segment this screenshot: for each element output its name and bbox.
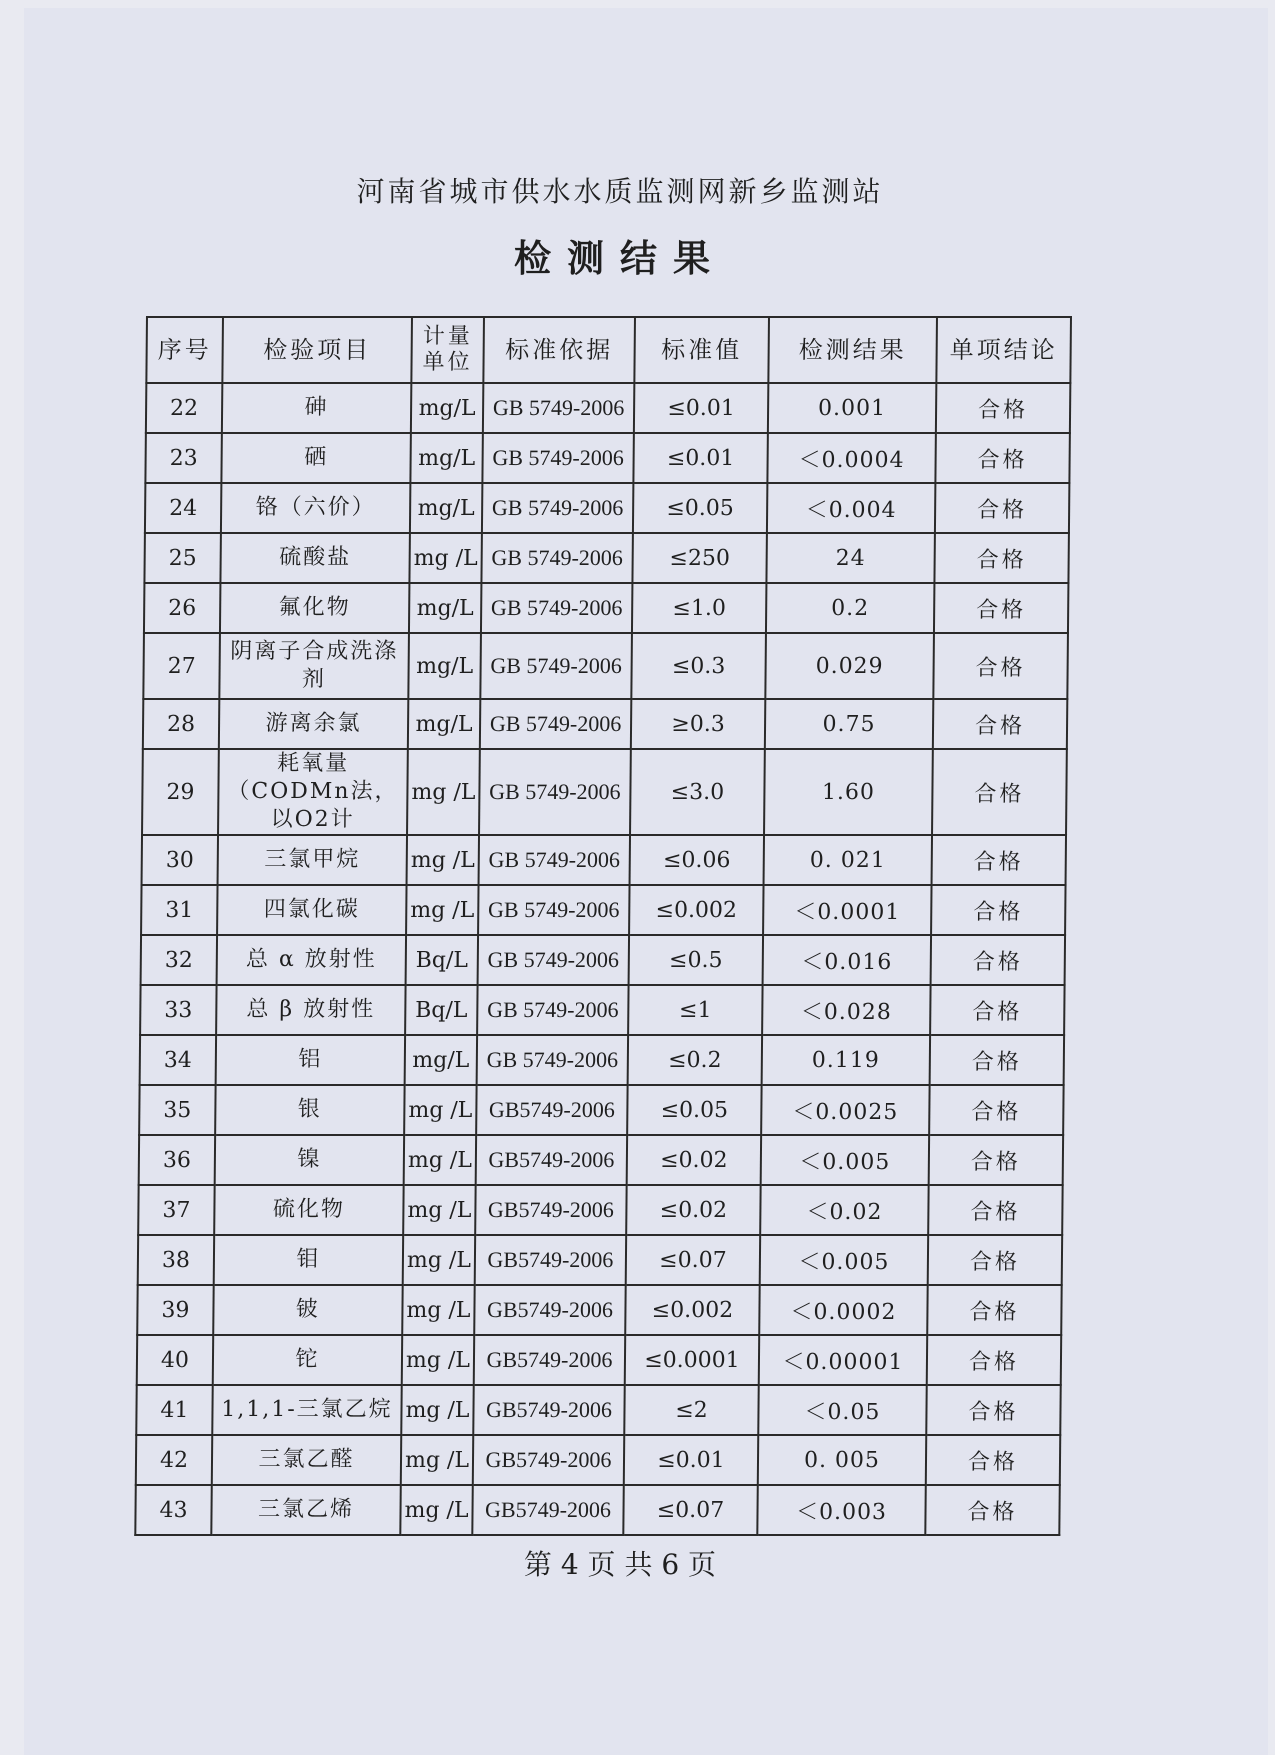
cell-basis: GB 5749-2006 xyxy=(478,935,629,985)
table-row xyxy=(143,699,1067,749)
cell-basis: GB5749-2006 xyxy=(475,1185,626,1235)
cell-no: 40 xyxy=(137,1335,213,1385)
cell-no: 28 xyxy=(143,699,219,749)
cell-basis: GB5749-2006 xyxy=(476,1135,627,1185)
cell-standard: ≤0.002 xyxy=(625,1285,759,1335)
table-row xyxy=(136,1385,1060,1435)
cell-standard: ≥0.3 xyxy=(631,699,765,749)
cell-unit: mg /L xyxy=(402,1335,474,1385)
cell-result: ＜0.02 xyxy=(760,1185,928,1235)
table-row xyxy=(137,1335,1061,1385)
table-row xyxy=(138,1235,1062,1285)
cell-unit: mg /L xyxy=(407,749,480,835)
cell-conclusion: 合格 xyxy=(935,433,1069,483)
cell-standard: ≤0.01 xyxy=(624,1435,758,1485)
cell-conclusion: 合格 xyxy=(926,1435,1060,1485)
cell-conclusion: 合格 xyxy=(933,699,1067,749)
cell-standard: ≤1.0 xyxy=(632,583,766,633)
column-header-item: 检验项目 xyxy=(222,317,412,383)
cell-conclusion: 合格 xyxy=(932,835,1066,885)
cell-unit: mg/L xyxy=(409,583,481,633)
column-header-conclusion: 单项结论 xyxy=(936,317,1071,383)
table-row xyxy=(137,1285,1061,1335)
table-row xyxy=(138,1185,1062,1235)
cell-standard: ≤0.5 xyxy=(629,935,763,985)
cell-item: 三氯乙烯 xyxy=(211,1485,400,1535)
cell-no: 41 xyxy=(136,1385,212,1435)
cell-conclusion: 合格 xyxy=(936,383,1070,433)
cell-item: 铊 xyxy=(213,1335,402,1385)
cell-unit: mg /L xyxy=(407,835,479,885)
cell-no: 22 xyxy=(146,383,222,433)
cell-unit: mg/L xyxy=(405,1035,477,1085)
cell-standard: ≤1 xyxy=(628,985,762,1035)
cell-standard: ≤0.02 xyxy=(627,1135,761,1185)
table-row xyxy=(144,583,1068,633)
cell-no: 23 xyxy=(145,433,221,483)
cell-basis: GB 5749-2006 xyxy=(479,835,630,885)
cell-basis: GB5749-2006 xyxy=(476,1085,627,1135)
cell-result: ＜0.028 xyxy=(762,985,930,1035)
cell-unit: Bq/L xyxy=(406,935,478,985)
cell-item: 阴离子合成洗涤剂 xyxy=(219,633,409,699)
cell-no: 30 xyxy=(142,835,218,885)
cell-conclusion: 合格 xyxy=(932,749,1067,835)
cell-item: 硒 xyxy=(221,433,410,483)
cell-item: 钼 xyxy=(214,1235,403,1285)
cell-basis: GB 5749-2006 xyxy=(480,699,631,749)
cell-item: 镍 xyxy=(215,1135,404,1185)
cell-standard: ≤250 xyxy=(632,533,766,583)
cell-conclusion: 合格 xyxy=(925,1485,1059,1535)
cell-unit: mg/L xyxy=(408,633,481,699)
table-row xyxy=(143,633,1068,699)
cell-basis: GB 5749-2006 xyxy=(482,433,633,483)
cell-result: ＜0.003 xyxy=(757,1485,925,1535)
cell-unit: mg /L xyxy=(402,1285,474,1335)
cell-unit: Bq/L xyxy=(405,985,477,1035)
cell-conclusion: 合格 xyxy=(928,1235,1062,1285)
cell-no: 26 xyxy=(144,583,220,633)
cell-item: 总 α 放射性 xyxy=(217,935,406,985)
cell-result: ＜0.004 xyxy=(767,483,935,533)
cell-item: 1,1,1-三氯乙烷 xyxy=(212,1385,401,1435)
cell-item: 氟化物 xyxy=(220,583,409,633)
cell-result: ＜0.00001 xyxy=(759,1335,927,1385)
cell-unit: mg /L xyxy=(403,1185,475,1235)
cell-conclusion: 合格 xyxy=(929,1085,1063,1135)
cell-no: 36 xyxy=(139,1135,215,1185)
cell-conclusion: 合格 xyxy=(929,1135,1063,1185)
cell-result: 0.2 xyxy=(766,583,934,633)
cell-item: 铬（六价） xyxy=(221,483,410,533)
cell-conclusion: 合格 xyxy=(926,1385,1060,1435)
cell-result: 0.001 xyxy=(768,383,936,433)
cell-no: 34 xyxy=(140,1035,216,1085)
cell-result: 0. 021 xyxy=(764,835,932,885)
cell-standard: ≤2 xyxy=(624,1385,758,1435)
cell-basis: GB5749-2006 xyxy=(474,1335,625,1385)
cell-standard: ≤0.2 xyxy=(628,1035,762,1085)
column-header-basis: 标准依据 xyxy=(483,317,635,383)
cell-result: ＜0.05 xyxy=(758,1385,926,1435)
page-number: 第 4 页 共 6 页 xyxy=(523,1548,717,1581)
table-row xyxy=(140,1035,1064,1085)
cell-result: 24 xyxy=(766,533,934,583)
cell-no: 29 xyxy=(142,749,219,835)
table-row xyxy=(145,483,1069,533)
cell-conclusion: 合格 xyxy=(927,1285,1061,1335)
cell-conclusion: 合格 xyxy=(934,583,1068,633)
cell-standard: ≤0.05 xyxy=(633,483,767,533)
cell-no: 25 xyxy=(144,533,220,583)
cell-item: 游离余氯 xyxy=(219,699,408,749)
cell-item: 硫酸盐 xyxy=(220,533,409,583)
cell-basis: GB 5749-2006 xyxy=(481,583,632,633)
cell-unit: mg /L xyxy=(404,1135,476,1185)
cell-no: 42 xyxy=(136,1435,212,1485)
cell-basis: GB 5749-2006 xyxy=(479,749,631,835)
cell-item: 耗氧量（CODMn法，以O2计 xyxy=(218,749,408,835)
cell-item: 硫化物 xyxy=(214,1185,403,1235)
cell-basis: GB 5749-2006 xyxy=(477,985,628,1035)
cell-result: ＜0.0025 xyxy=(761,1085,929,1135)
column-header-unit: 计量单位 xyxy=(411,317,484,383)
cell-standard: ≤0.01 xyxy=(634,383,768,433)
cell-item: 铝 xyxy=(216,1035,405,1085)
cell-item: 银 xyxy=(215,1085,404,1135)
cell-unit: mg /L xyxy=(404,1085,476,1135)
cell-item: 总 β 放射性 xyxy=(216,985,405,1035)
cell-standard: ≤0.07 xyxy=(626,1235,760,1285)
column-header-result: 检测结果 xyxy=(768,317,937,383)
cell-conclusion: 合格 xyxy=(931,885,1065,935)
cell-conclusion: 合格 xyxy=(928,1185,1062,1235)
cell-standard: ≤0.05 xyxy=(627,1085,761,1135)
cell-unit: mg/L xyxy=(410,433,482,483)
cell-no: 35 xyxy=(139,1085,215,1135)
results-table xyxy=(134,316,1072,1536)
cell-basis: GB 5749-2006 xyxy=(483,383,634,433)
cell-conclusion: 合格 xyxy=(930,1035,1064,1085)
cell-unit: mg /L xyxy=(406,885,478,935)
cell-basis: GB 5749-2006 xyxy=(478,885,629,935)
cell-standard: ≤3.0 xyxy=(630,749,765,835)
cell-item: 四氯化碳 xyxy=(217,885,406,935)
cell-result: 0.119 xyxy=(762,1035,930,1085)
table-row xyxy=(139,1135,1063,1185)
cell-no: 43 xyxy=(135,1485,211,1535)
table-row xyxy=(144,533,1068,583)
cell-no: 32 xyxy=(141,935,217,985)
cell-conclusion: 合格 xyxy=(931,935,1065,985)
table-row xyxy=(136,1435,1060,1485)
cell-conclusion: 合格 xyxy=(933,633,1068,699)
cell-standard: ≤0.01 xyxy=(633,433,767,483)
cell-result: ＜0.005 xyxy=(760,1235,928,1285)
cell-standard: ≤0.002 xyxy=(629,885,763,935)
cell-conclusion: 合格 xyxy=(927,1335,1061,1385)
cell-unit: mg/L xyxy=(410,483,482,533)
cell-unit: mg/L xyxy=(411,383,483,433)
table-row xyxy=(141,885,1065,935)
table-row xyxy=(140,985,1064,1035)
document-title: 检测结果 xyxy=(514,237,726,280)
cell-no: 39 xyxy=(137,1285,213,1335)
cell-basis: GB 5749-2006 xyxy=(480,633,632,699)
cell-item: 砷 xyxy=(222,383,411,433)
organization-name: 河南省城市供水水质监测网新乡监测站 xyxy=(356,175,884,208)
cell-conclusion: 合格 xyxy=(934,533,1068,583)
column-header-standard: 标准值 xyxy=(634,317,769,383)
cell-basis: GB 5749-2006 xyxy=(477,1035,628,1085)
cell-item: 三氯乙醛 xyxy=(212,1435,401,1485)
cell-result: ＜0.0001 xyxy=(763,885,931,935)
table-row xyxy=(142,749,1067,835)
table-row xyxy=(145,433,1069,483)
cell-item: 三氯甲烷 xyxy=(218,835,407,885)
cell-basis: GB5749-2006 xyxy=(474,1285,625,1335)
table-row xyxy=(135,1485,1059,1535)
cell-standard: ≤0.02 xyxy=(626,1185,760,1235)
cell-standard: ≤0.3 xyxy=(631,633,766,699)
cell-unit: mg /L xyxy=(401,1435,473,1485)
cell-no: 33 xyxy=(140,985,216,1035)
cell-result: 0. 005 xyxy=(758,1435,926,1485)
cell-result: ＜0.0004 xyxy=(767,433,935,483)
cell-standard: ≤0.0001 xyxy=(625,1335,759,1385)
cell-basis: GB5749-2006 xyxy=(473,1385,624,1435)
cell-no: 31 xyxy=(141,885,217,935)
cell-result: ＜0.016 xyxy=(763,935,931,985)
cell-result: ＜0.005 xyxy=(761,1135,929,1185)
cell-basis: GB5749-2006 xyxy=(473,1435,624,1485)
cell-conclusion: 合格 xyxy=(935,483,1069,533)
cell-basis: GB 5749-2006 xyxy=(481,533,632,583)
cell-unit: mg /L xyxy=(401,1385,473,1435)
cell-standard: ≤0.07 xyxy=(623,1485,757,1535)
table-row xyxy=(139,1085,1063,1135)
table-row xyxy=(146,383,1070,433)
cell-result: 1.60 xyxy=(764,749,933,835)
cell-no: 37 xyxy=(138,1185,214,1235)
cell-unit: mg /L xyxy=(403,1235,475,1285)
cell-standard: ≤0.06 xyxy=(630,835,764,885)
cell-result: 0.75 xyxy=(765,699,933,749)
cell-result: 0.029 xyxy=(765,633,934,699)
table-row xyxy=(141,935,1065,985)
table-row xyxy=(142,835,1066,885)
cell-basis: GB5749-2006 xyxy=(472,1485,623,1535)
column-header-no: 序号 xyxy=(146,317,223,383)
cell-basis: GB 5749-2006 xyxy=(482,483,633,533)
cell-unit: mg/L xyxy=(408,699,480,749)
cell-basis: GB5749-2006 xyxy=(475,1235,626,1285)
cell-no: 38 xyxy=(138,1235,214,1285)
cell-unit: mg /L xyxy=(400,1485,472,1535)
cell-item: 铍 xyxy=(213,1285,402,1335)
cell-conclusion: 合格 xyxy=(930,985,1064,1035)
cell-no: 27 xyxy=(143,633,220,699)
cell-result: ＜0.0002 xyxy=(759,1285,927,1335)
cell-unit: mg /L xyxy=(409,533,481,583)
cell-no: 24 xyxy=(145,483,221,533)
results-body xyxy=(135,383,1070,1535)
table-header-row xyxy=(146,317,1071,383)
